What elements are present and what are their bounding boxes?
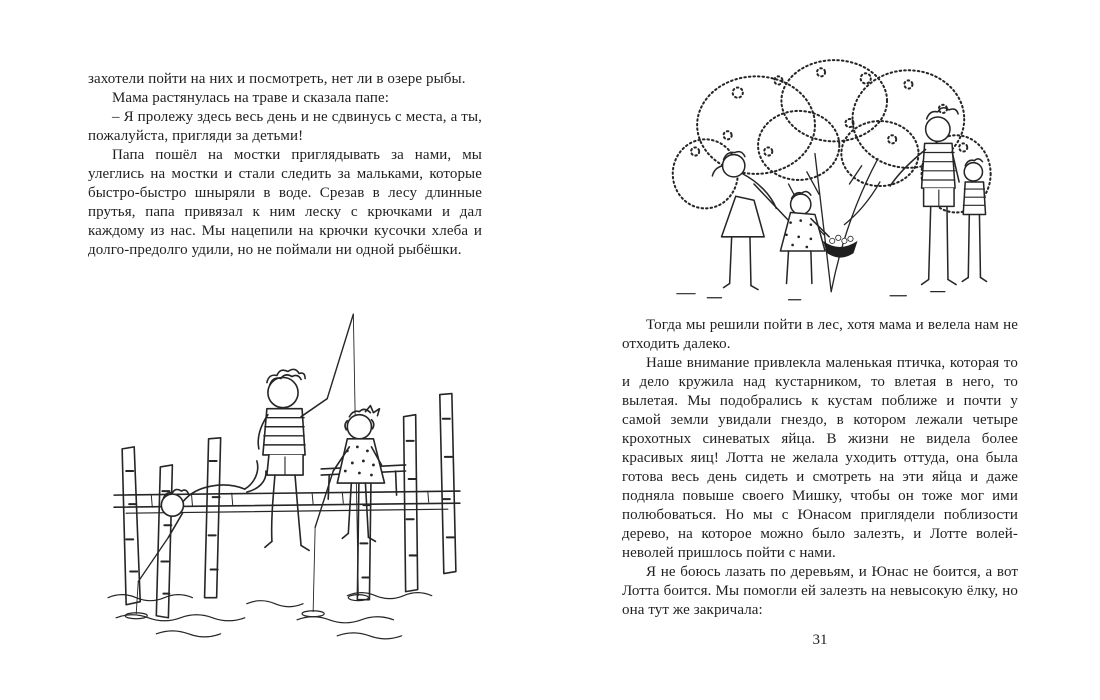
bending-girl <box>712 152 790 290</box>
illustration-children-fishing-on-dock <box>96 298 478 645</box>
fishing-rod <box>315 471 333 527</box>
sitting-girl <box>313 406 384 612</box>
paragraph: Наше внимание привлекла маленькая птичка, которая то и дело кружила над кустарником, то влетая в него, то вылетая. Мы подобрались к кустам поближе и почти у самой земли увидали гнездо, в котором лежали четыре крохотных синеватых яйца. В жизни не видела более красивых яиц! Лотта не желала уходить оттуда, она была готова весь день сидеть и смотреть на эти яйца и даже подняла повыше своего Мишку, чтобы он тоже мог ими полюбоваться. Но мы с Юнасом приглядели поблизости дерево, на которое можно было залезть, и Лотте волей-неволей пришлось пойти с нами. <box>622 355 1018 561</box>
paragraph: захотели пойти на них и посмотреть, нет ли в озере рыбы. <box>88 71 466 87</box>
paragraph: Папа пошёл на мостки приглядывать за нами, мы улеглись на мостки и стали следить за мальками, которые быстро-быстро шныряли в воде. Срезав в лесу длинные прутья, папа привязал к ним леску с крючками и дал каждому из нас. Мы нацепили на крючки кусочки хлеба и долго-предолго удили, но не поймали ни одной рыбёшки. <box>88 147 482 258</box>
fishing-scene-drawing <box>96 298 478 645</box>
nest-scene-drawing <box>636 52 1002 314</box>
standing-boy <box>890 108 959 285</box>
pigtail <box>712 166 722 176</box>
small-child <box>962 159 986 282</box>
paragraph-dialogue: – Я пролежу здесь весь день и не сдвинусь с места, а ты, пожалуйста, пригляди за детьми! <box>88 109 482 144</box>
illustration-children-at-bird-nest <box>636 52 1002 314</box>
left-page-text <box>88 70 482 260</box>
paragraph: Мама растянулась на траве и сказала папе: <box>112 90 390 106</box>
bending-child-polka-dress <box>780 192 829 284</box>
paragraph: Я не боюсь лазать по деревьям, и Юнас не боится, а вот Лотта боится. Мы помогли ей залезть на невысокую ёлку, но она тут же закричала: <box>622 564 1018 618</box>
paragraph: Тогда мы решили пойти в лес, хотя мама и велела нам не отходить далеко. <box>622 317 1018 352</box>
right-page-text <box>622 316 1018 620</box>
page-number: 31 <box>812 632 828 648</box>
ground-strokes <box>677 292 945 300</box>
fishing-line <box>313 527 315 611</box>
bird-nest <box>823 235 858 257</box>
fishing-rod <box>327 314 353 398</box>
lying-boy <box>136 461 266 614</box>
